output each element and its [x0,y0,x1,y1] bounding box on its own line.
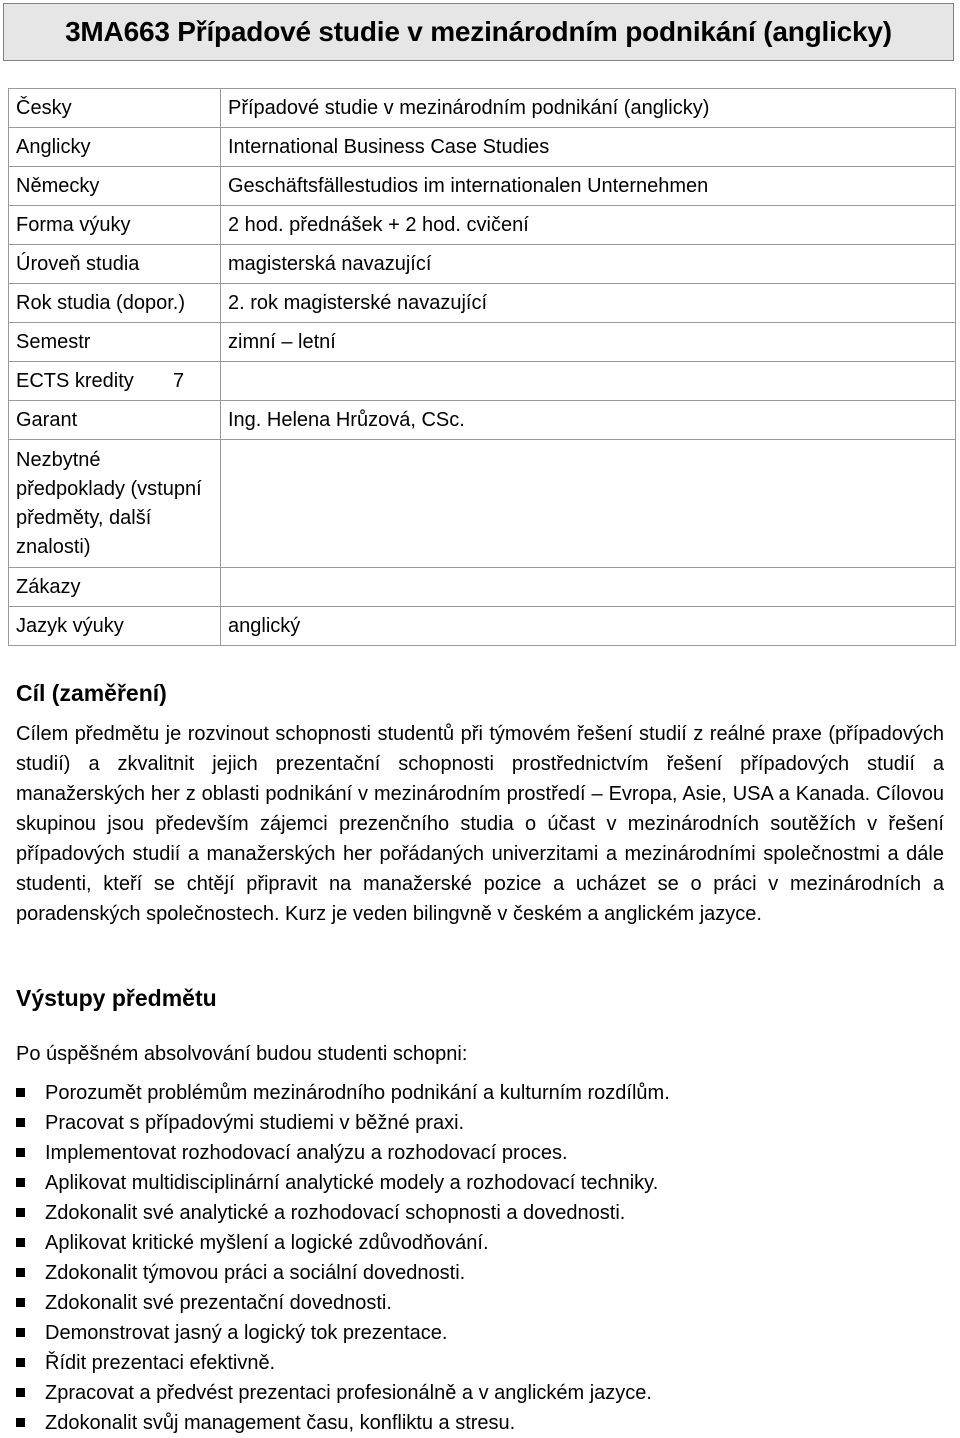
info-label: Semestr [9,323,221,362]
list-item [16,1198,946,1228]
info-value: zimní – letní [221,323,956,362]
square-bullet-icon [16,1328,25,1337]
list-item-text: Pracovat s případovými studiemi v běžné praxi. [45,1112,465,1134]
info-row-german [9,167,956,206]
square-bullet-icon [16,1298,25,1307]
info-value: Geschäftsfällestudios im internationalen Unternehmen [221,167,956,206]
list-item-text: Zdokonalit své prezentační dovednosti. [45,1292,392,1314]
list-item-text: Zdokonalit svůj management času, konfliktu a stresu. [45,1412,516,1434]
list-item-text: Zdokonalit své analytické a rozhodovací schopnosti a dovednosti. [45,1202,626,1224]
info-label: Jazyk výuky [9,607,221,646]
info-label: Úroveň studia [9,245,221,284]
course-title-bar [3,3,954,61]
info-value: International Business Case Studies [221,128,956,167]
info-row-guarantor [9,401,956,440]
info-label: Rok studia (dopor.) [9,284,221,323]
info-label: Nezbytné předpoklady (vstupní předměty, další znalosti) [9,440,221,568]
info-label: Forma výuky [9,206,221,245]
outcomes-intro: Po úspěšném absolvování budou studenti schopni: [16,1043,468,1065]
outcomes-heading: Výstupy předmětu [16,985,217,1011]
info-value: Ing. Helena Hrůzová, CSc. [221,401,956,440]
info-label: Česky [9,89,221,128]
list-item [16,1348,946,1378]
info-row-teaching-form [9,206,956,245]
info-row-semester [9,323,956,362]
square-bullet-icon [16,1238,25,1247]
square-bullet-icon [16,1088,25,1097]
info-row-language [9,607,956,646]
list-item [16,1228,946,1258]
info-value: magisterská navazující [221,245,956,284]
info-value-empty [221,362,956,401]
list-item-text: Aplikovat kritické myšlení a logické zdůvodňování. [45,1232,489,1254]
list-item-text: Aplikovat multidisciplinární analytické modely a rozhodovací techniky. [45,1172,659,1194]
list-item [16,1108,946,1138]
square-bullet-icon [16,1418,25,1427]
list-item [16,1378,946,1408]
info-label: ECTS kredity [16,370,134,392]
info-label: Garant [9,401,221,440]
info-label: Německy [9,167,221,206]
info-value: 2. rok magisterské navazující [221,284,956,323]
square-bullet-icon [16,1388,25,1397]
info-row-prerequisites [9,440,956,568]
square-bullet-icon [16,1148,25,1157]
info-label: Anglicky [9,128,221,167]
list-item [16,1318,946,1348]
list-item-text: Porozumět problémům mezinárodního podnikání a kulturním rozdílům. [45,1082,670,1104]
list-item [16,1408,946,1438]
info-row-ects [9,362,956,401]
info-row-study-year [9,284,956,323]
list-item-text: Řídit prezentaci efektivně. [45,1352,276,1374]
list-item [16,1258,946,1288]
list-item [16,1138,946,1168]
info-value: Případové studie v mezinárodním podnikání (anglicky) [221,89,956,128]
square-bullet-icon [16,1178,25,1187]
course-title: 3MA663 Případové studie v mezinárodním podnikání (anglicky) [65,16,892,47]
list-item [16,1288,946,1318]
square-bullet-icon [16,1358,25,1367]
info-row-study-level [9,245,956,284]
list-item-text: Implementovat rozhodovací analýzu a rozhodovací proces. [45,1142,568,1164]
info-row-czech [9,89,956,128]
square-bullet-icon [16,1118,25,1127]
info-row-english [9,128,956,167]
info-value: anglický [221,607,956,646]
square-bullet-icon [16,1268,25,1277]
square-bullet-icon [16,1208,25,1217]
info-value [221,440,956,568]
outcomes-list [16,1078,946,1438]
info-cell-ects [9,362,221,401]
goal-heading: Cíl (zaměření) [16,680,167,706]
course-info-table [8,88,956,646]
goal-text: Cílem předmětu je rozvinout schopnosti studentů při týmovém řešení studií z reálné praxe (případových studií) a zkvalitnit jejich prezentační schopnosti prostřednictvím řešení případových studií a manažerských her z oblasti podnikání v mezinárodním prostředí – Evropa, Asie, USA a Kanada. Cílovou skupinou jsou především zájemci prezenčního studia o účast v mezinárodních soutěžích v řešení případových studií a manažerských her pořádaných univerzitami a mezinárodními společnostmi a dále studenti, kteří se chtějí připravit na manažerské pozice a ucházet se o práci v mezinárodních a poradenských společnostech. Kurz je veden bilingvně v českém a anglickém jazyce. [16,723,944,925]
list-item-text: Demonstrovat jasný a logický tok prezentace. [45,1322,448,1344]
list-item-text: Zdokonalit týmovou práci a sociální dovednosti. [45,1262,466,1284]
info-value [221,568,956,607]
list-item [16,1078,946,1108]
info-value: 7 [172,370,185,392]
list-item [16,1168,946,1198]
list-item-text: Zpracovat a předvést prezentaci profesionálně a v anglickém jazyce. [45,1382,652,1404]
info-label: Zákazy [9,568,221,607]
info-value: 2 hod. přednášek + 2 hod. cvičení [221,206,956,245]
info-row-restrictions [9,568,956,607]
